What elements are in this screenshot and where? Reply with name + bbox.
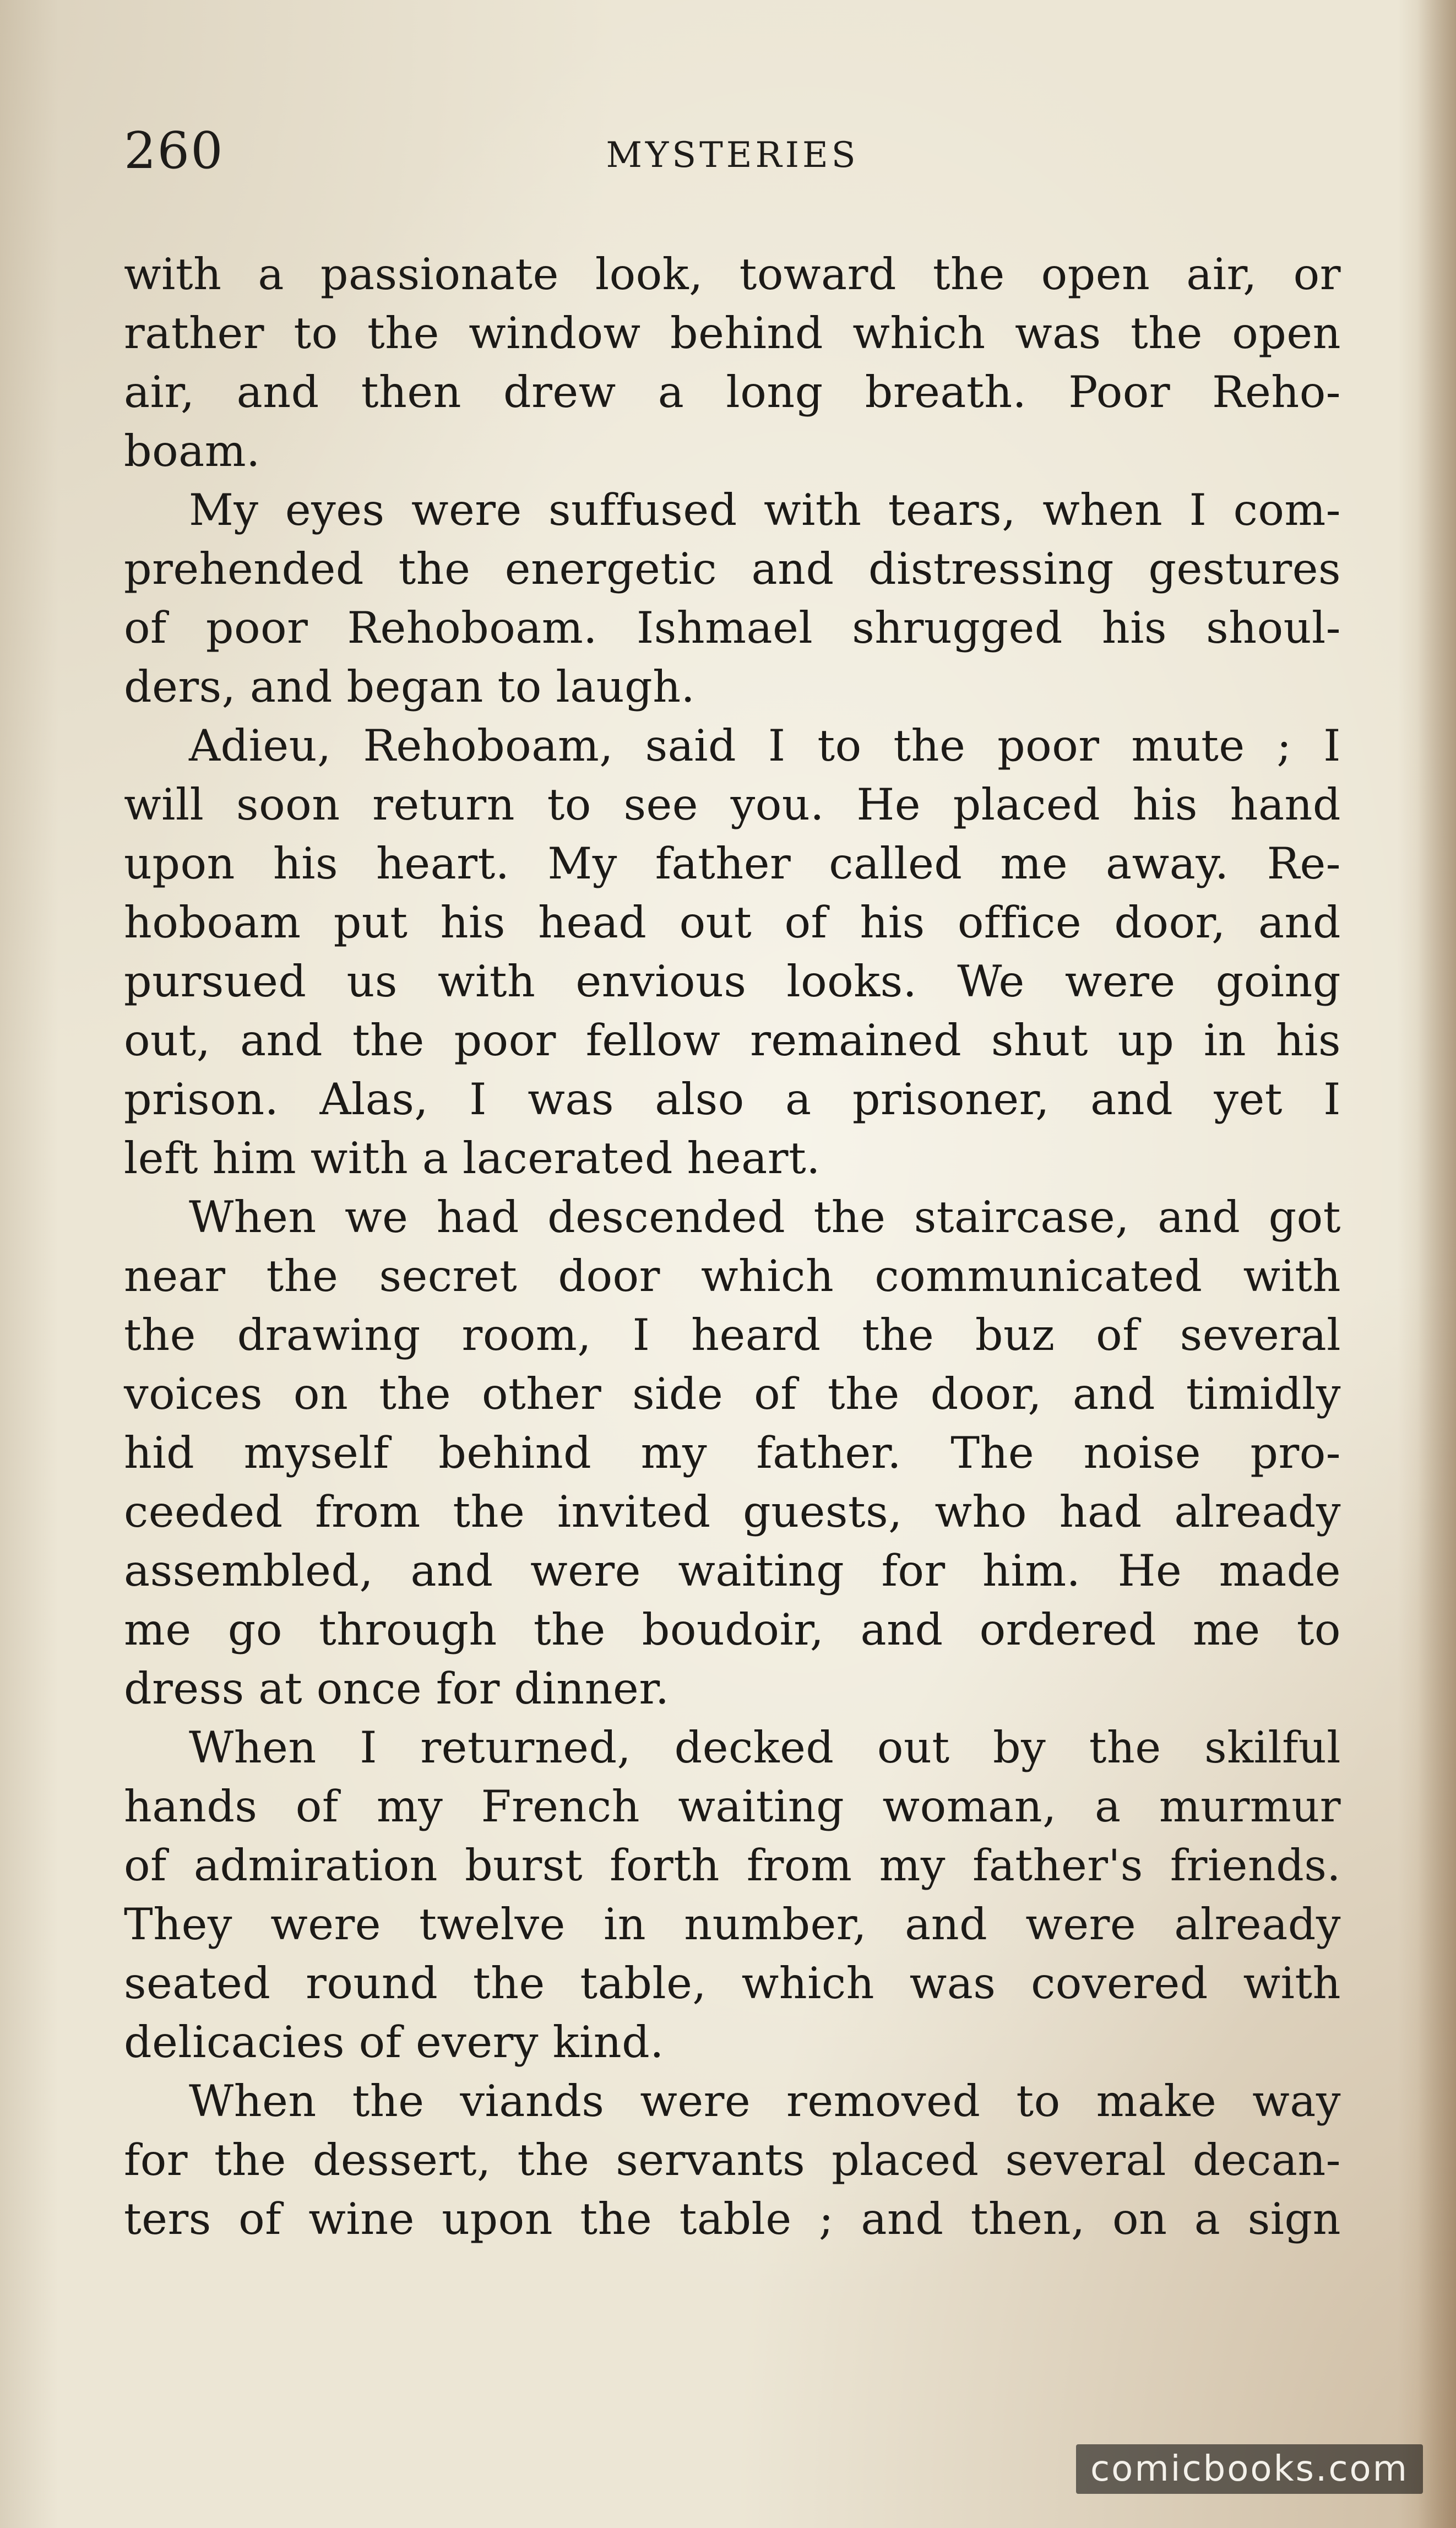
text-line: assembled, and were waiting for him. He made [124, 1545, 1341, 1596]
text-line: the drawing room, I heard the buz of several [124, 1310, 1341, 1360]
running-head: MYSTERIES [606, 135, 859, 176]
text-line: When I returned, decked out by the skilful [189, 1722, 1341, 1773]
text-line: will soon return to see you. He placed his hand [124, 779, 1341, 830]
text-line: of admiration burst forth from my father's friends. [124, 1840, 1341, 1891]
text-line: delicacies of every kind. [124, 2017, 664, 2068]
text-line: ceeded from the invited guests, who had already [124, 1487, 1341, 1537]
text-line: They were twelve in number, and were already [124, 1899, 1341, 1950]
text-line: pursued us with envious looks. We were going [124, 956, 1341, 1007]
body-text [124, 245, 1341, 2249]
watermark: comicbooks.com [1076, 2444, 1423, 2494]
text-line: prison. Alas, I was also a prisoner, and yet I [124, 1074, 1341, 1125]
text-line: ders, and began to laugh. [124, 661, 696, 712]
text-line: rather to the window behind which was the open [124, 308, 1341, 359]
text-line: When the viands were removed to make way [189, 2076, 1341, 2126]
page-spine-shadow [1417, 0, 1456, 2528]
text-line: hid myself behind my father. The noise pro- [124, 1428, 1341, 1478]
text-line: dress at once for dinner. [124, 1663, 670, 1714]
text-line: When we had descended the staircase, and got [189, 1192, 1341, 1243]
text-line: with a passionate look, toward the open air, or [124, 249, 1341, 300]
text-line: hands of my French waiting woman, a murmur [124, 1781, 1341, 1832]
text-line: Adieu, Rehoboam, said I to the poor mute ; I [189, 720, 1341, 771]
text-line: My eyes were suffused with tears, when I com- [189, 485, 1341, 535]
text-line: boam. [124, 426, 260, 476]
text-line: prehended the energetic and distressing gestures [124, 544, 1341, 594]
text-line: voices on the other side of the door, and timidly [124, 1369, 1341, 1419]
text-line: ters of wine upon the table ; and then, on a sign [124, 2194, 1341, 2244]
text-line: hoboam put his head out of his office door, and [124, 897, 1341, 948]
text-line: out, and the poor fellow remained shut up in his [124, 1015, 1341, 1066]
page-number: 260 [124, 121, 224, 180]
page-header [124, 110, 1341, 187]
text-line: seated round the table, which was covered with [124, 1958, 1341, 2009]
text-line: air, and then drew a long breath. Poor Reho- [124, 367, 1341, 417]
text-line: upon his heart. My father called me away. Re- [124, 838, 1341, 889]
text-line: left him with a lacerated heart. [124, 1133, 821, 1184]
text-line: of poor Rehoboam. Ishmael shrugged his shoul- [124, 603, 1341, 653]
text-line: near the secret door which communicated with [124, 1251, 1341, 1301]
text-line: me go through the boudoir, and ordered me to [124, 1604, 1341, 1655]
text-line: for the dessert, the servants placed several decan- [124, 2135, 1341, 2185]
